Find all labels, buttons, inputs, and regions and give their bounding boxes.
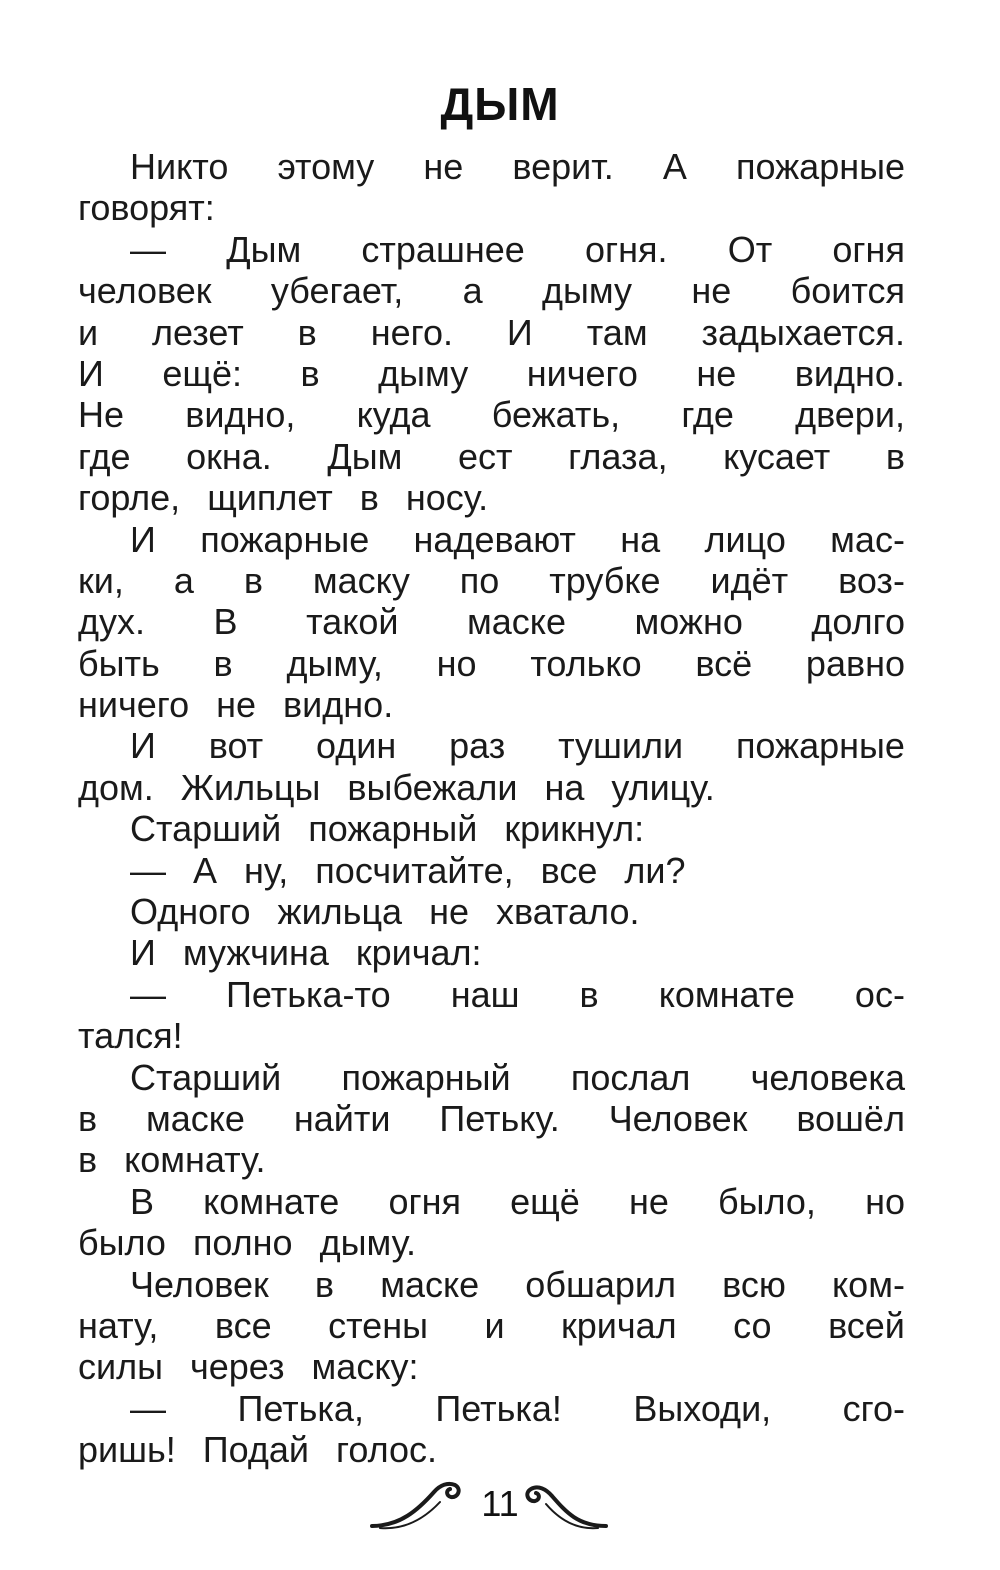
text-line [78, 974, 905, 1015]
word: маску [312, 559, 410, 601]
word: дыму [541, 270, 632, 312]
word: Петька! [435, 1387, 562, 1429]
text-line [78, 1222, 905, 1263]
word: в [78, 1139, 98, 1181]
word: человека [750, 1056, 905, 1098]
word: через [190, 1346, 285, 1388]
word: маске [467, 601, 566, 643]
word: пожарные [200, 518, 370, 560]
word: стены [328, 1304, 428, 1346]
word: окна. [186, 435, 272, 477]
word: силы [78, 1346, 163, 1388]
word: Дым [226, 228, 302, 270]
word: кричал: [355, 932, 482, 974]
word: Не [78, 394, 125, 436]
word: а [462, 270, 483, 312]
word: дом. [78, 766, 154, 808]
word: вошёл [796, 1097, 905, 1139]
word: задыхается. [701, 311, 905, 353]
word: ки, [78, 559, 124, 601]
word: на [620, 518, 661, 560]
text-line [78, 1057, 905, 1098]
word: хватало. [495, 891, 640, 933]
word: обшарил [525, 1263, 676, 1305]
word: человек [78, 270, 212, 312]
word: комнате [203, 1180, 340, 1222]
word: дыму. [319, 1222, 417, 1264]
word: В [213, 601, 238, 643]
word: пожарные [735, 146, 905, 187]
word: не [696, 352, 737, 394]
word: трубке [549, 559, 661, 601]
word: дыму, [286, 642, 383, 684]
word: От [727, 228, 773, 270]
word: ничего [78, 684, 190, 726]
word: боится [790, 270, 905, 312]
word: огня. [584, 228, 668, 270]
word: маске [146, 1097, 245, 1139]
word: не [429, 891, 469, 933]
word: И [506, 311, 533, 353]
word: такой [306, 601, 399, 643]
word: все [540, 849, 598, 891]
text-line [78, 187, 905, 228]
word: Человек [130, 1263, 269, 1305]
text-line [78, 394, 905, 435]
word: Выходи, [633, 1387, 772, 1429]
word: ничего [526, 352, 638, 394]
word: комнату. [124, 1139, 266, 1181]
word: в [243, 559, 263, 601]
word: кусает [723, 435, 831, 477]
text-line [78, 891, 905, 932]
word: ос- [854, 973, 905, 1015]
word: где [78, 435, 131, 477]
word: видно. [283, 684, 394, 726]
text-line [78, 312, 905, 353]
word: тался! [78, 1015, 183, 1057]
text-line [78, 1346, 905, 1387]
word: в [359, 477, 379, 519]
word: по [459, 559, 500, 601]
word: Подай [202, 1429, 310, 1471]
word: ком- [832, 1263, 905, 1305]
word: — [130, 849, 166, 891]
text-line [78, 1264, 905, 1305]
text-line [78, 270, 905, 311]
word: на [544, 766, 585, 808]
word: идёт [710, 559, 789, 601]
text-line [78, 353, 905, 394]
word: дух. [78, 601, 146, 643]
word: Одного [130, 891, 251, 933]
word: улицу. [611, 766, 715, 808]
word: всей [828, 1304, 905, 1346]
word: посчитайте, [315, 849, 514, 891]
word: ещё [510, 1180, 580, 1222]
word: ли? [624, 849, 686, 891]
word: было, [717, 1180, 816, 1222]
word: только [530, 642, 642, 684]
word: убегает, [270, 270, 404, 312]
word: Никто [130, 146, 229, 187]
word: маску: [311, 1346, 419, 1388]
word: говорят: [78, 187, 215, 229]
word: куда [356, 394, 431, 436]
story-text [78, 146, 905, 1471]
word: надевают [413, 518, 576, 560]
word: в [300, 352, 320, 394]
word: горле, [78, 477, 181, 519]
word: В [130, 1180, 155, 1222]
word: нату, [78, 1304, 159, 1346]
word: пожарные [735, 725, 905, 767]
text-line [78, 932, 905, 973]
word: послал [570, 1056, 691, 1098]
word: в [213, 642, 233, 684]
word: не [691, 270, 732, 312]
word: Старший [130, 808, 282, 850]
text-line [78, 684, 905, 725]
text-line [78, 1388, 905, 1429]
word: голос. [336, 1429, 438, 1471]
word: быть [78, 642, 160, 684]
word: Петьку. [439, 1097, 560, 1139]
word: равно [805, 642, 905, 684]
word: А [193, 849, 218, 891]
word: А [662, 146, 687, 187]
text-line [78, 601, 905, 642]
word: найти [293, 1097, 391, 1139]
text-line [78, 850, 905, 891]
word: где [681, 394, 734, 436]
word: Жильцы [180, 766, 321, 808]
word: пожарный [341, 1056, 511, 1098]
word: а [173, 559, 194, 601]
word: в [314, 1263, 335, 1305]
word: в [297, 311, 317, 353]
word: ест [457, 435, 513, 477]
word: — [130, 973, 166, 1015]
text-line [78, 229, 905, 270]
word: страшнее [361, 228, 525, 270]
word: но [436, 642, 477, 684]
word: в [78, 1097, 98, 1139]
text-line [78, 560, 905, 601]
word: глаза, [568, 435, 668, 477]
word: пожарный [308, 808, 478, 850]
word: щиплет [207, 477, 333, 519]
word: выбежали [347, 766, 518, 808]
word: все [214, 1304, 272, 1346]
word: Дым [327, 435, 403, 477]
text-line [78, 519, 905, 560]
text-line [78, 643, 905, 684]
word: наш [450, 973, 520, 1015]
word: Петька, [237, 1387, 364, 1429]
word: маске [380, 1263, 480, 1305]
word: кричал [561, 1304, 677, 1346]
text-line [78, 1305, 905, 1346]
word: огня [388, 1180, 461, 1222]
word: двери, [795, 394, 905, 436]
word: И [130, 518, 156, 560]
word: ну, [244, 849, 289, 891]
word: носу. [405, 477, 489, 519]
word: бежать, [491, 394, 621, 436]
word: видно. [794, 352, 905, 394]
word: — [130, 228, 166, 270]
text-line [78, 1429, 905, 1470]
text-line [78, 1139, 905, 1180]
word: было [78, 1222, 166, 1264]
word: дыму [378, 352, 469, 394]
word: долго [811, 601, 905, 643]
word: мас- [830, 518, 905, 560]
text-line [78, 1098, 905, 1139]
word: раз [449, 725, 506, 767]
word: видно, [185, 394, 296, 436]
word: ришь! [78, 1429, 176, 1471]
word: не [423, 146, 464, 187]
word: вот [208, 725, 264, 767]
word: мужчина [182, 932, 329, 974]
word: не [216, 684, 257, 726]
word: ещё: [162, 352, 243, 394]
word: и [78, 311, 99, 353]
word: лицо [704, 518, 786, 560]
word: него. [370, 311, 453, 353]
word: И [130, 725, 156, 767]
word: полно [192, 1222, 293, 1264]
word: там [586, 311, 648, 353]
page-number: 11 [481, 1483, 519, 1524]
word: Старший [130, 1056, 282, 1098]
word: но [865, 1180, 905, 1222]
word: тушили [558, 725, 684, 767]
word: крикнул: [504, 808, 645, 850]
word: И [78, 352, 104, 394]
word: один [316, 725, 397, 767]
chapter-title: ДЫМ [440, 78, 560, 130]
page-footer [0, 1470, 1000, 1540]
word: Человек [608, 1097, 748, 1139]
word: не [628, 1180, 669, 1222]
text-line [78, 725, 905, 766]
word: И [130, 932, 156, 974]
word: лезет [152, 311, 244, 353]
text-line [78, 808, 905, 849]
text-line [78, 1015, 905, 1056]
word: комнате [658, 973, 795, 1015]
word: Петька-то [226, 973, 391, 1015]
text-line [78, 767, 905, 808]
word: всё [695, 642, 753, 684]
text-line [78, 477, 905, 518]
word: огня [832, 228, 905, 270]
word: можно [634, 601, 743, 643]
text-line [78, 436, 905, 477]
word: воз- [838, 559, 905, 601]
word: сго- [842, 1387, 905, 1429]
word: в [579, 973, 599, 1015]
word: — [130, 1387, 166, 1429]
text-line [78, 146, 905, 187]
word: верит. [512, 146, 614, 187]
word: всю [722, 1263, 786, 1305]
text-line [78, 1181, 905, 1222]
word: и [484, 1304, 505, 1346]
word: со [733, 1304, 772, 1346]
word: жильца [277, 891, 403, 933]
word: в [885, 435, 905, 477]
word: этому [277, 146, 375, 187]
